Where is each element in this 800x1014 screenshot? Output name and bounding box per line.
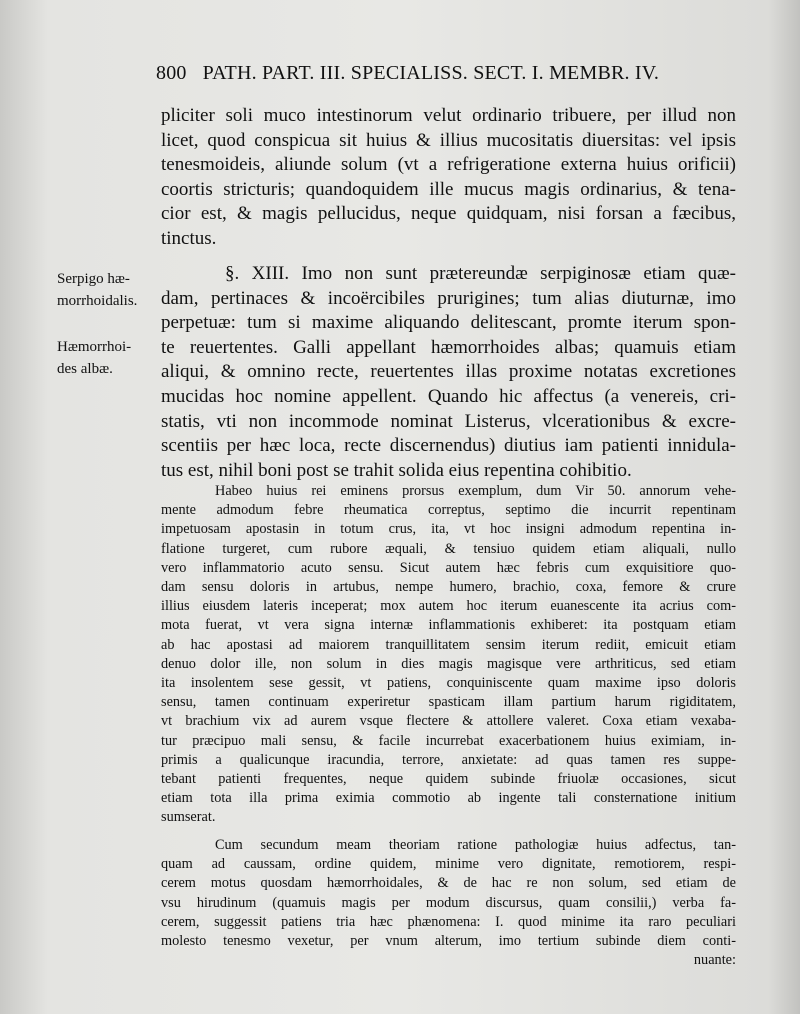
text-line: Habeo huius rei eminens prorsus exemplum, dum Vir 50. annorum vehe-	[215, 483, 736, 499]
text-line: pliciter soli muco intestinorum velut ordinario tribuere, per illud non	[161, 105, 736, 126]
text-line: coortis stricturis; quandoquidem ille mucus magis ordinarius, & tena-	[161, 178, 736, 200]
text-line: cerem motus quosdam hæmorrhoidales, & de hac re non solum, sed etiam de	[161, 875, 736, 892]
text-line: cerem, suggessit patiens tria hæc phænomena: I. quod minime ita raro peculiari	[161, 913, 736, 930]
text-line: te reuertentes. Galli appellant hæmorrhoides albas; quamuis etiam	[161, 336, 736, 358]
text-line: mente admodum febre rheumatica correptus, septimo die incurrit repentinam	[161, 502, 736, 519]
page-number: 800	[156, 62, 187, 84]
text-line: vt brachium vix ad aurem vsque flectere & attollere valeret. Coxa etiam vexaba-	[161, 713, 736, 730]
text-line: cior est, & magis pellucidus, neque quidquam, nisi forsan a fæcibus,	[161, 203, 736, 225]
running-head	[156, 62, 716, 85]
text-line: Cum secundum meam theoriam ratione pathologiæ huius adfectus, tan-	[215, 837, 736, 853]
text-line: mucidas hoc nomine appellent. Quando hic affectus (a venereis, cri-	[161, 385, 736, 407]
text-line: illius eiusdem lateris inceperat; mox autem hoc iterum euanescente ita acrius com-	[161, 598, 736, 615]
text-line: dam, pertinaces & incoërcibiles prurigines; tum alias diuturnæ, imo	[161, 287, 736, 309]
text-line: flatione turgeret, cum rubore æquali, & tensiuo quidem etiam aliquali, nullo	[161, 540, 736, 557]
text-line: statis, vti non incommode nominat Listerus, vlcerationibus & excre-	[161, 410, 736, 432]
text-line: licet, quod conspicua sit huius & illius mucositatis diuersitas: vel ipsis	[161, 129, 736, 151]
text-line: impetuosam apostasin in totum crus, ita, vt hoc insigni admodum repentina in-	[161, 521, 736, 538]
margin-note-line: des albæ.	[57, 361, 113, 377]
text-line: etiam tota illa prima eximia commotio ab ingente tali consternatione initium	[161, 790, 736, 807]
paragraph-continued	[161, 104, 736, 252]
catchword: nuante:	[693, 952, 736, 969]
text-line: tus est, nihil boni post se trahit solida eius repentina cohibitio.	[161, 459, 632, 481]
text-line: tenesmoideis, aliunde solum (vt a refrigeratione externa huius orificii)	[161, 154, 736, 176]
theory-paragraph	[161, 836, 736, 970]
section-13-paragraph	[161, 262, 736, 483]
text-line: ab hac apostasi ad maiorem tranquillitatem sensim iterum rediit, emicuit etiam	[161, 636, 736, 653]
case-report-paragraph	[161, 482, 736, 828]
text-line: sumserat.	[161, 809, 216, 826]
margin-note-line: Serpigo hæ-	[57, 271, 130, 287]
text-line: vero inflammatorio acuto sensu. Sicut autem hæc febris cum exquisitiore quo-	[161, 559, 736, 576]
margin-note-serpigo	[57, 268, 157, 312]
text-line: mota fuerat, vt vera signa internæ inflammationis exhiberet: ita postquam etiam	[161, 617, 736, 634]
text-line: molesto tenesmo vexetur, per vnum alterum, imo tertium subinde diem conti-	[161, 933, 736, 950]
running-title: PATH. PART. III. SPECIALISS. SECT. I. MEMBR. IV.	[202, 62, 660, 84]
text-line: tur præcipuo mali sensu, & facile incurrebat exacerbationem huius eximiam, in-	[161, 732, 736, 749]
text-line: aliqui, & omnino recte, reuertentes illas proxime notatas excretiones	[161, 361, 736, 383]
margin-note-haemorrhoides	[57, 336, 157, 380]
text-line: sensu, tamen continuam experiretur spasticam illam partium harum rigiditatem,	[161, 694, 736, 711]
margin-note-line: Hæmorrhoi-	[57, 339, 132, 355]
text-line: denuo dolor ille, non solum in dies magis magisque vere arthriticus, sed etiam	[161, 655, 736, 672]
text-line: scentiis per hæc loca, recte discernendus) diutius iam patienti innidula-	[161, 435, 736, 457]
text-line: vsu hirudinum (quamuis magis per modum discursus, quam consilii,) verba fa-	[161, 894, 736, 911]
text-line: tebant patienti frequentes, neque quidem subinde friuolæ occasiones, sicut	[161, 771, 736, 788]
text-line: perpetuæ: tum si maxime aliquando delitescant, promte iterum spon-	[161, 312, 736, 334]
text-line: quam ad caussam, ordine quidem, minime vero dignitate, remotiorem, respi-	[161, 856, 736, 873]
section-heading-line: §. XIII. Imo non sunt prætereundæ serpiginosæ etiam quæ-	[225, 263, 736, 284]
margin-note-line: morrhoidalis.	[57, 293, 138, 309]
text-line: tinctus.	[161, 227, 217, 249]
text-line: ita insolentem sese gessit, vt patiens, conquiniscente quam maxime ipso doloris	[161, 675, 736, 692]
text-line: dam sensu doloris in artubus, nempe humero, brachio, coxa, femore & crure	[161, 579, 736, 596]
text-line: primis a qualicunque iracundia, terrore, anxietate: ad quas tamen res suppe-	[161, 751, 736, 768]
